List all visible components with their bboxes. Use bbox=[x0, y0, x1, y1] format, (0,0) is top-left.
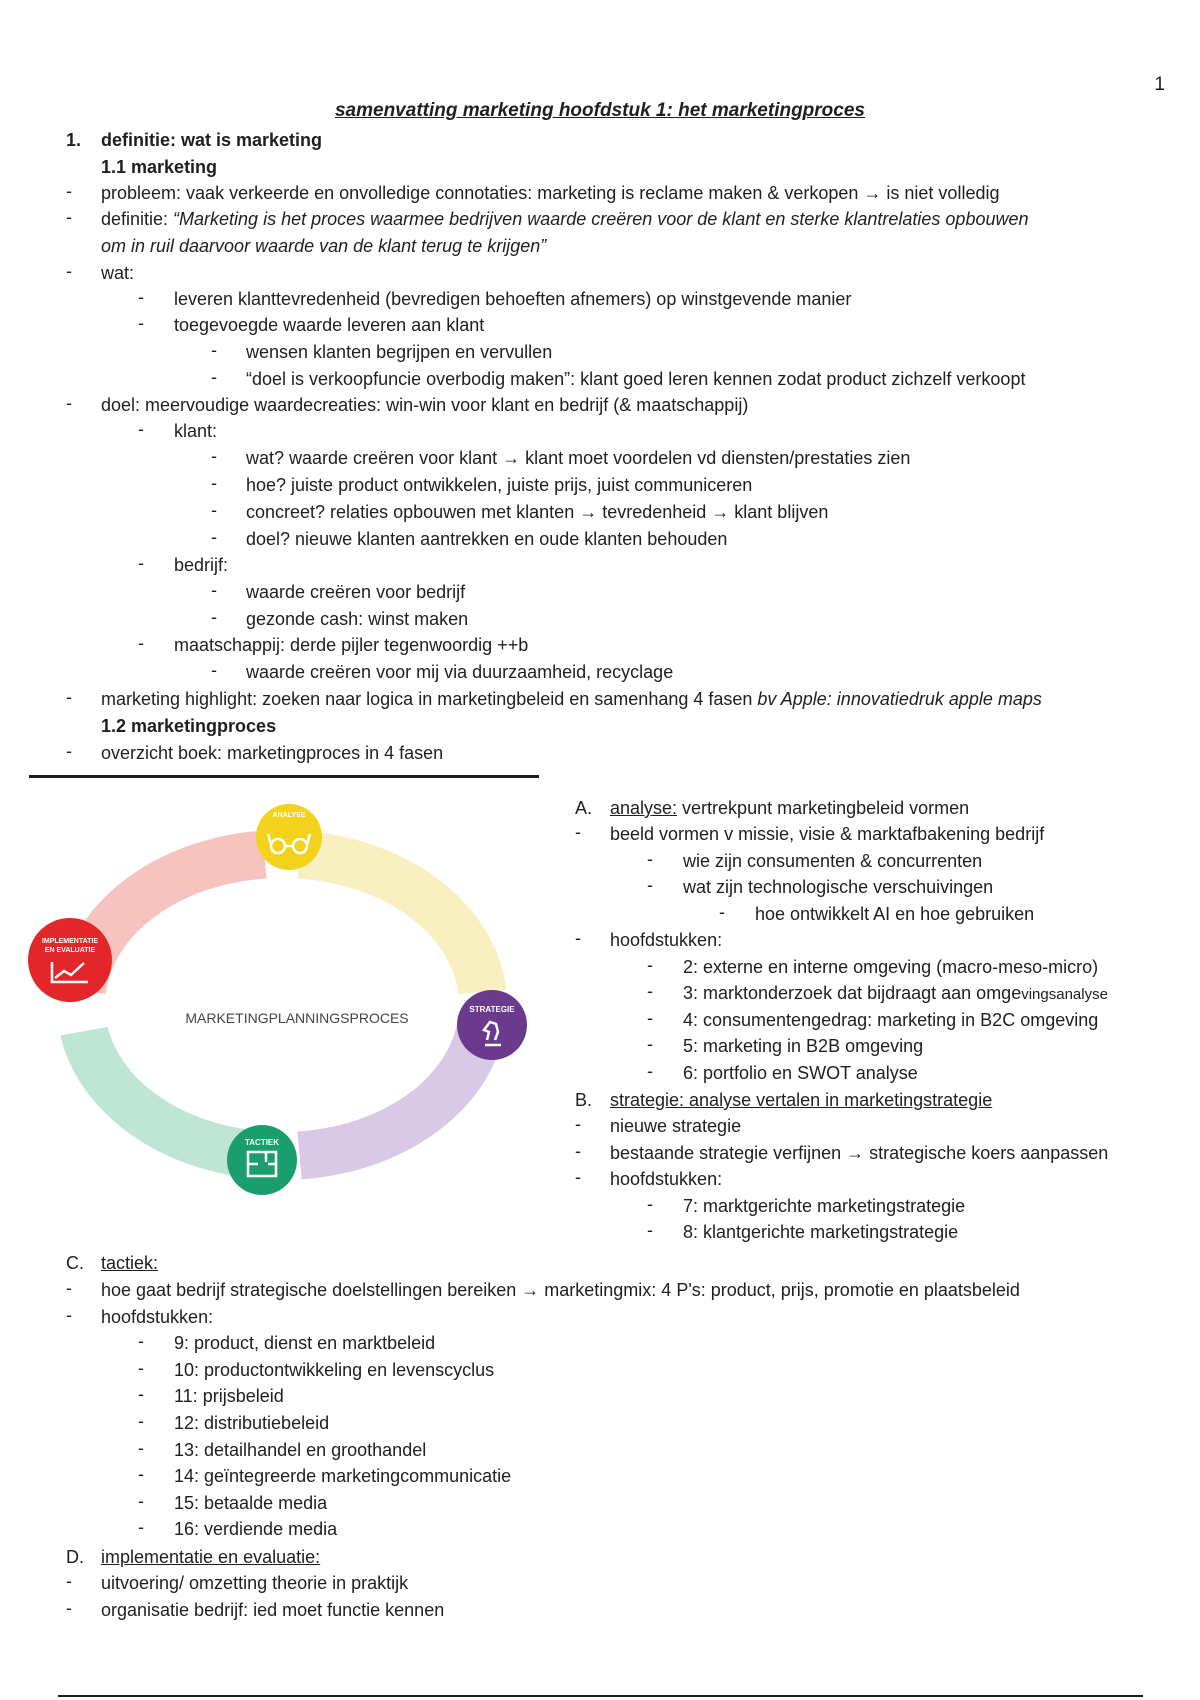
list-item: organisatie bedrijf: ied moet functie kennen bbox=[101, 1600, 445, 1620]
list-item: overzicht boek: marketingproces in 4 fasen bbox=[101, 743, 444, 763]
list-item: concreet? relaties opbouwen met klanten → tevredenheid → klant blijven bbox=[246, 502, 829, 522]
list-item: waarde creëren voor bedrijf bbox=[246, 582, 466, 602]
list-item: 2: externe en interne omgeving (macro-meso-micro) bbox=[683, 957, 1099, 977]
list-item: wensen klanten begrijpen en vervullen bbox=[246, 342, 553, 362]
subsection-heading: 1.2 marketingproces bbox=[101, 716, 277, 736]
list-item: uitvoering/ omzetting theorie in praktijk bbox=[101, 1573, 409, 1593]
analyse-node bbox=[256, 804, 322, 870]
bullet-dash: - bbox=[66, 1278, 72, 1298]
bullet-dash: - bbox=[575, 822, 581, 842]
bullet-dash: - bbox=[138, 1491, 144, 1511]
list-item: nieuwe strategie bbox=[610, 1116, 742, 1136]
bullet-dash: - bbox=[211, 607, 217, 627]
section-letter: C. bbox=[66, 1253, 84, 1273]
bullet-dash: - bbox=[647, 1220, 653, 1240]
bullet-dash: - bbox=[138, 1438, 144, 1458]
page-title: samenvatting marketing hoofdstuk 1: het marketingproces bbox=[334, 100, 865, 121]
list-item bbox=[683, 981, 1108, 1007]
footer-rule bbox=[58, 1695, 1143, 1697]
bullet-dash: - bbox=[138, 1358, 144, 1378]
definition-line bbox=[101, 207, 1029, 231]
tactiek-label: TACTIEK bbox=[244, 1138, 280, 1147]
list-item: hoe? juiste product ontwikkelen, juiste prijs, juist communiceren bbox=[246, 475, 753, 495]
section-letter: D. bbox=[66, 1547, 84, 1567]
list-item: 10: productontwikkeling en levenscyclus bbox=[174, 1360, 495, 1380]
bullet-dash: - bbox=[138, 287, 144, 307]
chapter-3-small-text: vingsanalyse bbox=[1021, 986, 1108, 1003]
bullet-dash: - bbox=[647, 981, 653, 1001]
section-number: 1. bbox=[66, 130, 82, 150]
bullet-dash: - bbox=[211, 340, 217, 360]
bullet-dash: - bbox=[647, 1061, 653, 1081]
strategie-label: STRATEGIE bbox=[469, 1005, 515, 1014]
list-item: doel: meervoudige waardecreaties: win-win voor klant en bedrijf (& maatschappij) bbox=[101, 395, 749, 415]
definition-quote-cont: om in ruil daarvoor waarde van de klant terug te krijgen” bbox=[101, 236, 547, 256]
list-item: hoe ontwikkelt AI en hoe gebruiken bbox=[755, 904, 1035, 924]
bullet-dash: - bbox=[211, 500, 217, 520]
list-item: 11: prijsbeleid bbox=[174, 1386, 284, 1406]
list-item: klant: bbox=[174, 421, 218, 441]
list-item: 7: marktgerichte marketingstrategie bbox=[683, 1196, 966, 1216]
definition-quote: “Marketing is het proces waarmee bedrijven waarde creëren voor de klant en sterke klantrelaties opbouwen bbox=[173, 209, 1029, 229]
highlight-example: bv Apple: innovatiedruk apple maps bbox=[757, 689, 1042, 709]
implementatie-label-1: IMPLEMENTATIE bbox=[41, 938, 99, 945]
list-item: wat? waarde creëren voor klant → klant moet voordelen vd diensten/prestaties zien bbox=[246, 448, 911, 468]
bullet-dash: - bbox=[66, 393, 72, 413]
bullet-dash: - bbox=[211, 367, 217, 387]
implementatie-label-2: EN EVALUATIE bbox=[44, 947, 96, 954]
bullet-dash: - bbox=[138, 419, 144, 439]
list-item: gezonde cash: winst maken bbox=[246, 609, 469, 629]
bullet-dash: - bbox=[138, 553, 144, 573]
list-item: hoe gaat bedrijf strategische doelstellingen bereiken → marketingmix: 4 P's: product, prijs, promotie en plaatsbeleid bbox=[101, 1280, 1020, 1300]
bullet-dash: - bbox=[66, 207, 72, 227]
list-item: 4: consumentengedrag: marketing in B2C omgeving bbox=[683, 1010, 1099, 1030]
bullet-dash: - bbox=[66, 1305, 72, 1325]
list-item: 6: portfolio en SWOT analyse bbox=[683, 1063, 918, 1083]
list-item: bedrijf: bbox=[174, 555, 229, 575]
subsection-heading: 1.1 marketing bbox=[101, 157, 218, 177]
bullet-dash: - bbox=[66, 741, 72, 761]
list-item: wie zijn consumenten & concurrenten bbox=[683, 851, 983, 871]
section-heading: strategie: analyse vertalen in marketingstrategie bbox=[610, 1090, 993, 1110]
strategie-node bbox=[457, 990, 527, 1060]
section-letter: A. bbox=[575, 798, 593, 818]
list-item: leveren klanttevredenheid (bevredigen behoeften afnemers) op winstgevende manier bbox=[174, 289, 852, 309]
bullet-dash: - bbox=[138, 1411, 144, 1431]
bullet-dash: - bbox=[138, 1517, 144, 1537]
bullet-dash: - bbox=[647, 1034, 653, 1054]
list-item: hoofdstukken: bbox=[610, 1169, 723, 1189]
analyse-heading-rest: vertrekpunt marketingbeleid vormen bbox=[677, 798, 970, 818]
list-item: hoofdstukken: bbox=[610, 930, 723, 950]
bullet-dash: - bbox=[211, 527, 217, 547]
chapter-3-text: 3: marktonderzoek dat bijdraagt aan omge bbox=[683, 983, 1022, 1003]
section-letter: B. bbox=[575, 1090, 593, 1110]
bullet-dash: - bbox=[647, 1008, 653, 1028]
list-item: 13: detailhandel en groothandel bbox=[174, 1440, 427, 1460]
page-number: 1 bbox=[1154, 74, 1165, 95]
diagram-svg bbox=[27, 790, 547, 1205]
list-item: wat zijn technologische verschuivingen bbox=[683, 877, 994, 897]
analyse-heading: analyse: bbox=[610, 798, 678, 818]
list-item: toegevoegde waarde leveren aan klant bbox=[174, 315, 485, 335]
bullet-dash: - bbox=[138, 633, 144, 653]
horizontal-rule bbox=[29, 775, 539, 778]
list-item: doel? nieuwe klanten aantrekken en oude klanten behouden bbox=[246, 529, 728, 549]
bullet-dash: - bbox=[211, 580, 217, 600]
section-heading: implementatie en evaluatie: bbox=[101, 1547, 321, 1567]
list-item bbox=[101, 687, 1042, 711]
bullet-dash: - bbox=[647, 875, 653, 895]
bullet-dash: - bbox=[211, 446, 217, 466]
tactiek-node bbox=[227, 1125, 297, 1195]
list-item: 5: marketing in B2B omgeving bbox=[683, 1036, 924, 1056]
diagram-center-label: MARKETINGPLANNINGSPROCES bbox=[185, 1010, 409, 1026]
analyse-band bbox=[297, 831, 506, 994]
list-item: “doel is verkoopfuncie overbodig maken”: klant goed leren kennen zodat product zichzelf verkoopt bbox=[246, 369, 1026, 389]
bullet-dash: - bbox=[66, 687, 72, 707]
bullet-dash: - bbox=[647, 955, 653, 975]
list-item: beeld vormen v missie, visie & marktafbakening bedrijf bbox=[610, 824, 1045, 844]
bullet-dash: - bbox=[575, 1167, 581, 1187]
marketing-planning-diagram bbox=[27, 790, 547, 1205]
list-item: 12: distributiebeleid bbox=[174, 1413, 330, 1433]
list-item: 8: klantgerichte marketingstrategie bbox=[683, 1222, 959, 1242]
bullet-dash: - bbox=[575, 1114, 581, 1134]
list-item: 15: betaalde media bbox=[174, 1493, 328, 1513]
list-item: hoofdstukken: bbox=[101, 1307, 214, 1327]
list-item: bestaande strategie verfijnen → strategische koers aanpassen bbox=[610, 1143, 1109, 1163]
bullet-dash: - bbox=[647, 1194, 653, 1214]
highlight-text: marketing highlight: zoeken naar logica in marketingbeleid en samenhang 4 fasen bbox=[101, 689, 758, 709]
bullet-dash: - bbox=[575, 928, 581, 948]
list-item: maatschappij: derde pijler tegenwoordig ++b bbox=[174, 635, 529, 655]
list-item: 16: verdiende media bbox=[174, 1519, 338, 1539]
list-item: 14: geïntegreerde marketingcommunicatie bbox=[174, 1466, 512, 1486]
bullet-dash: - bbox=[66, 1571, 72, 1591]
bullet-dash: - bbox=[647, 849, 653, 869]
bullet-dash: - bbox=[66, 261, 72, 281]
bullet-dash: - bbox=[575, 1141, 581, 1161]
bullet-dash: - bbox=[138, 1384, 144, 1404]
bullet-dash: - bbox=[138, 1331, 144, 1351]
list-item: 9: product, dienst en marktbeleid bbox=[174, 1333, 436, 1353]
definition-prefix: definitie: bbox=[101, 209, 174, 229]
bullet-dash: - bbox=[211, 660, 217, 680]
list-item: wat: bbox=[101, 263, 135, 283]
section-heading: tactiek: bbox=[101, 1253, 159, 1273]
bullet-dash: - bbox=[211, 473, 217, 493]
bullet-dash: - bbox=[66, 181, 72, 201]
bullet-dash: - bbox=[138, 1464, 144, 1484]
section-heading bbox=[610, 796, 969, 820]
analyse-label: ANALYSE bbox=[272, 812, 306, 819]
implementatie-node bbox=[28, 918, 112, 1002]
bullet-dash: - bbox=[138, 313, 144, 333]
list-item: probleem: vaak verkeerde en onvolledige connotaties: marketing is reclame maken & verkopen → is niet volledig bbox=[101, 183, 1000, 203]
list-item: waarde creëren voor mij via duurzaamheid, recyclage bbox=[246, 662, 674, 682]
bullet-dash: - bbox=[719, 902, 725, 922]
section-heading: definitie: wat is marketing bbox=[101, 130, 323, 150]
bullet-dash: - bbox=[66, 1598, 72, 1618]
